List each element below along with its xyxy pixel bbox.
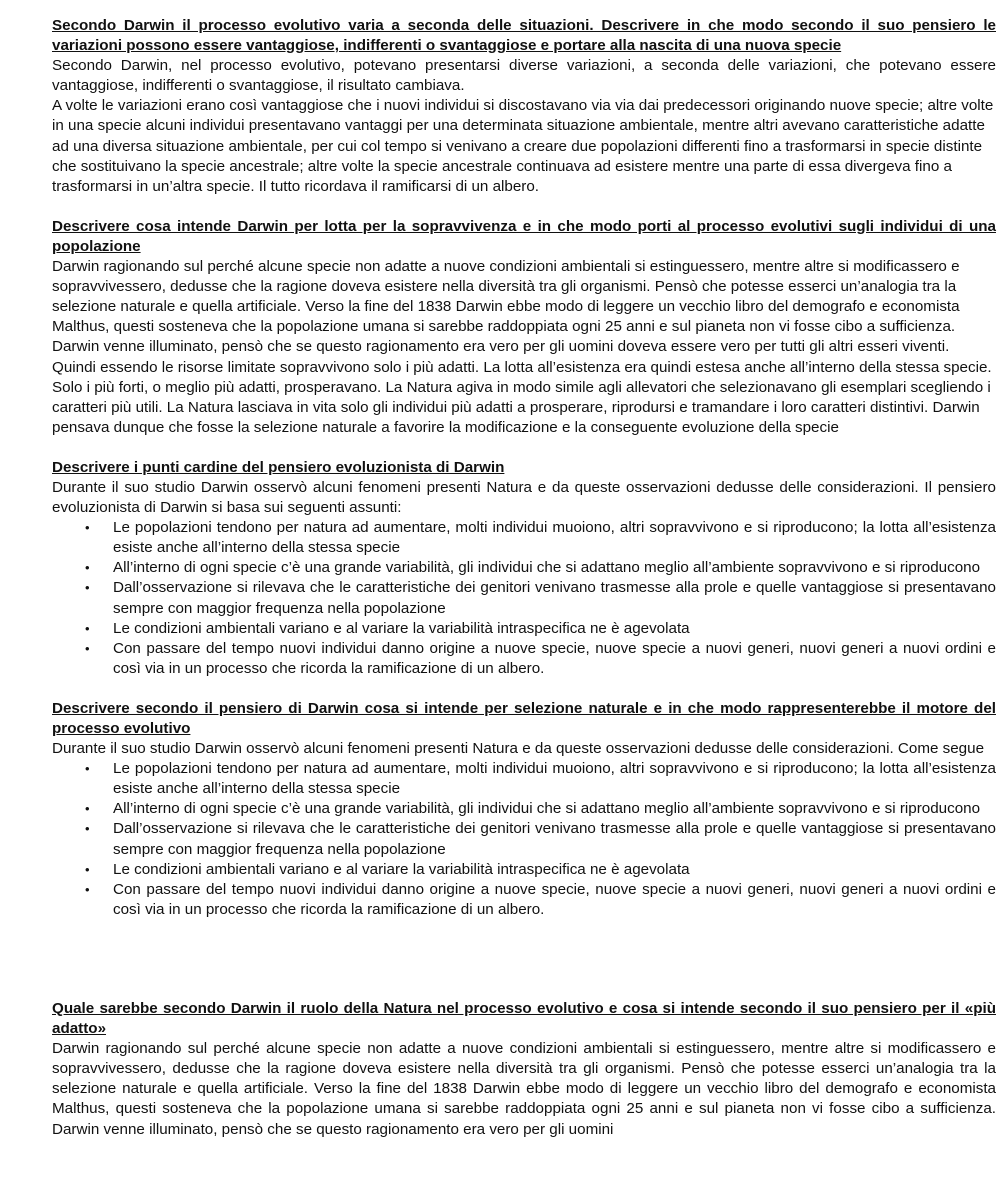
bullet-icon: • (85, 821, 90, 837)
list-item-text: Le condizioni ambientali variano e al variare la variabilità intraspecifica ne è agevolata (113, 860, 690, 878)
list-item (52, 860, 996, 880)
document-page (52, 16, 996, 1160)
list-item (52, 558, 996, 578)
list-item (52, 799, 996, 819)
list-item (52, 639, 996, 679)
list-item-text: Con passare del tempo nuovi individui danno origine a nuove specie, nuove specie a nuovi generi, nuovi generi a nuovi ordini e così via in un processo che ricorda la ramificazione di un albero. (113, 639, 996, 677)
section-ruolo-natura (52, 999, 996, 1140)
body-paragraph: A volte le variazioni erano così vantaggiose che i nuovi individui si discostavano via via dai predecessori originando nuove specie; altre volte in una specie alcuni individui presentavano vantaggi per una determinata situazione ambientale, mentre altri avevano caratteristiche adatte ad una diversa situazione ambientale, per cui col tempo si venivano a creare due popolazioni differenti fino a trasformarsi in specie distinte che sostituivano la specie ancestrale; altre volte la specie ancestrale continuava ad esistere mentre una parte di essa divergeva fino a trasformarsi in un’altra specie. Il tutto ricordava il ramificarsi di un albero. (52, 97, 994, 195)
section-heading: Descrivere i punti cardine del pensiero evoluzionista di Darwin (52, 458, 505, 476)
list-item (52, 518, 996, 558)
section-punti-cardine (52, 458, 996, 679)
bullet-icon: • (85, 640, 90, 656)
section-lotta-sopravvivenza (52, 217, 996, 438)
bullet-icon: • (85, 761, 90, 777)
bullet-icon: • (85, 580, 90, 596)
list-item-text: Con passare del tempo nuovi individui danno origine a nuove specie, nuove specie a nuovi generi, nuovi generi a nuovi ordini e così via in un processo che ricorda la ramificazione di un albero. (113, 880, 996, 918)
list-item-text: All’interno di ogni specie c’è una grande variabilità, gli individui che si adattano meglio all’ambiente sopravvivono e si riproducono (113, 800, 981, 818)
body-paragraph: Darwin ragionando sul perché alcune specie non adatte a nuove condizioni ambientali si estinguessero, mentre altre si modificassero e sopravvivessero, dedusse che la ragione doveva esistere nella diversità tra gli organismi. Pensò che potesse esserci un’analogia tra la selezione naturale e quella artificiale. Verso la fine del 1838 Darwin ebbe modo di leggere un vecchio libro del demografo e economista Malthus, questi sosteneva che la popolazione umana si sarebbe raddoppiata ogni 25 anni e sul pianeta non vi fosse cibo a sufficienza. Darwin venne illuminato, pensò che se questo ragionamento era vero per gli uomini doveva essere vero per tutti gli altri esseri viventi. Quindi essendo le risorse limitate sopravvivono solo i più adatti. La lotta all’esistenza era quindi estesa anche all’interno della stessa specie. Solo i più forti, o meglio più adatti, prosperavano. La Natura agiva in modo simile agli allevatori che selezionavano gli esemplari scegliendo i caratteri più utili. La Natura lasciava in vita solo gli individui più adatti a prosperare, riprodursi e tramandare i loro caratteri distintivi. Darwin pensava dunque che fosse la selezione naturale a favorire la modificazione e la conseguente evoluzione della specie (52, 258, 992, 436)
section-variazioni (52, 16, 996, 197)
section-heading: Secondo Darwin il processo evolutivo varia a seconda delle situazioni. Descrivere in che modo secondo il suo pensiero le variazioni possono essere vantaggiose, indifferenti o svantaggiose e portare alla nascita di una nuova specie (52, 17, 996, 55)
section-heading: Descrivere secondo il pensiero di Darwin cosa si intende per selezione naturale e in che modo rappresenterebbe il motore del processo evolutivo (52, 699, 996, 737)
list-item (52, 759, 996, 799)
body-paragraph: Durante il suo studio Darwin osservò alcuni fenomeni presenti Natura e da queste osservazioni dedusse delle considerazioni. Il pensiero evoluzionista di Darwin si basa sui seguenti assunti: (52, 478, 996, 517)
bullet-list (52, 759, 996, 920)
bullet-icon: • (85, 620, 90, 636)
body-paragraph: Darwin ragionando sul perché alcune specie non adatte a nuove condizioni ambientali si estinguessero, mentre altre si modificassero e sopravvivessero, dedusse che la ragione doveva esistere nella diversità tra gli organismi. Pensò che potesse esserci un’analogia tra la selezione naturale e quella artificiale. Verso la fine del 1838 Darwin ebbe modo di leggere un vecchio libro del demografo e economista Malthus, questi sosteneva che la popolazione umana si sarebbe raddoppiata ogni 25 anni e sul pianeta non vi fosse cibo a sufficienza. Darwin venne illuminato, pensò che se questo ragionamento era vero per gli uomini (52, 1040, 996, 1138)
bullet-icon: • (85, 560, 90, 576)
list-item-text: Dall’osservazione si rilevava che le caratteristiche dei genitori venivano trasmesse alla prole e quelle vantaggiose si presentavano sempre con maggior frequenza nella popolazione (113, 820, 996, 858)
bullet-icon: • (85, 881, 90, 897)
bullet-icon: • (85, 801, 90, 817)
body-paragraph: Durante il suo studio Darwin osservò alcuni fenomeni presenti Natura e da queste osservazioni dedusse delle considerazioni. Come segue (52, 740, 985, 758)
bullet-icon: • (85, 861, 90, 877)
section-heading: Descrivere cosa intende Darwin per lotta per la sopravvivenza e in che modo porti al processo evolutivi sugli individui di una popolazione (52, 217, 996, 255)
list-item (52, 578, 996, 618)
list-item-text: Le condizioni ambientali variano e al variare la variabilità intraspecifica ne è agevolata (113, 619, 690, 637)
list-item (52, 880, 996, 920)
list-item (52, 819, 996, 859)
section-selezione-naturale (52, 699, 996, 920)
list-item-text: All’interno di ogni specie c’è una grande variabilità, gli individui che si adattano meglio all’ambiente sopravvivono e si riproducono (113, 559, 981, 577)
bullet-icon: • (85, 520, 90, 536)
list-item (52, 619, 996, 639)
list-item-text: Dall’osservazione si rilevava che le caratteristiche dei genitori venivano trasmesse alla prole e quelle vantaggiose si presentavano sempre con maggior frequenza nella popolazione (113, 579, 996, 617)
list-item-text: Le popolazioni tendono per natura ad aumentare, molti individui muoiono, altri sopravvivono e si riproducono; la lotta all’esistenza esiste anche all’interno della stessa specie (113, 760, 996, 798)
bullet-list (52, 518, 996, 679)
body-paragraph: Secondo Darwin, nel processo evolutivo, potevano presentarsi diverse variazioni, a seconda delle variazioni, che potevano essere vantaggiose, indifferenti o svantaggiose, il risultato cambiava. (52, 57, 996, 95)
section-heading: Quale sarebbe secondo Darwin il ruolo della Natura nel processo evolutivo e cosa si intende secondo il suo pensiero per il «più adatto» (52, 999, 996, 1038)
list-item-text: Le popolazioni tendono per natura ad aumentare, molti individui muoiono, altri sopravvivono e si riproducono; la lotta all’esistenza esiste anche all’interno della stessa specie (113, 519, 996, 557)
